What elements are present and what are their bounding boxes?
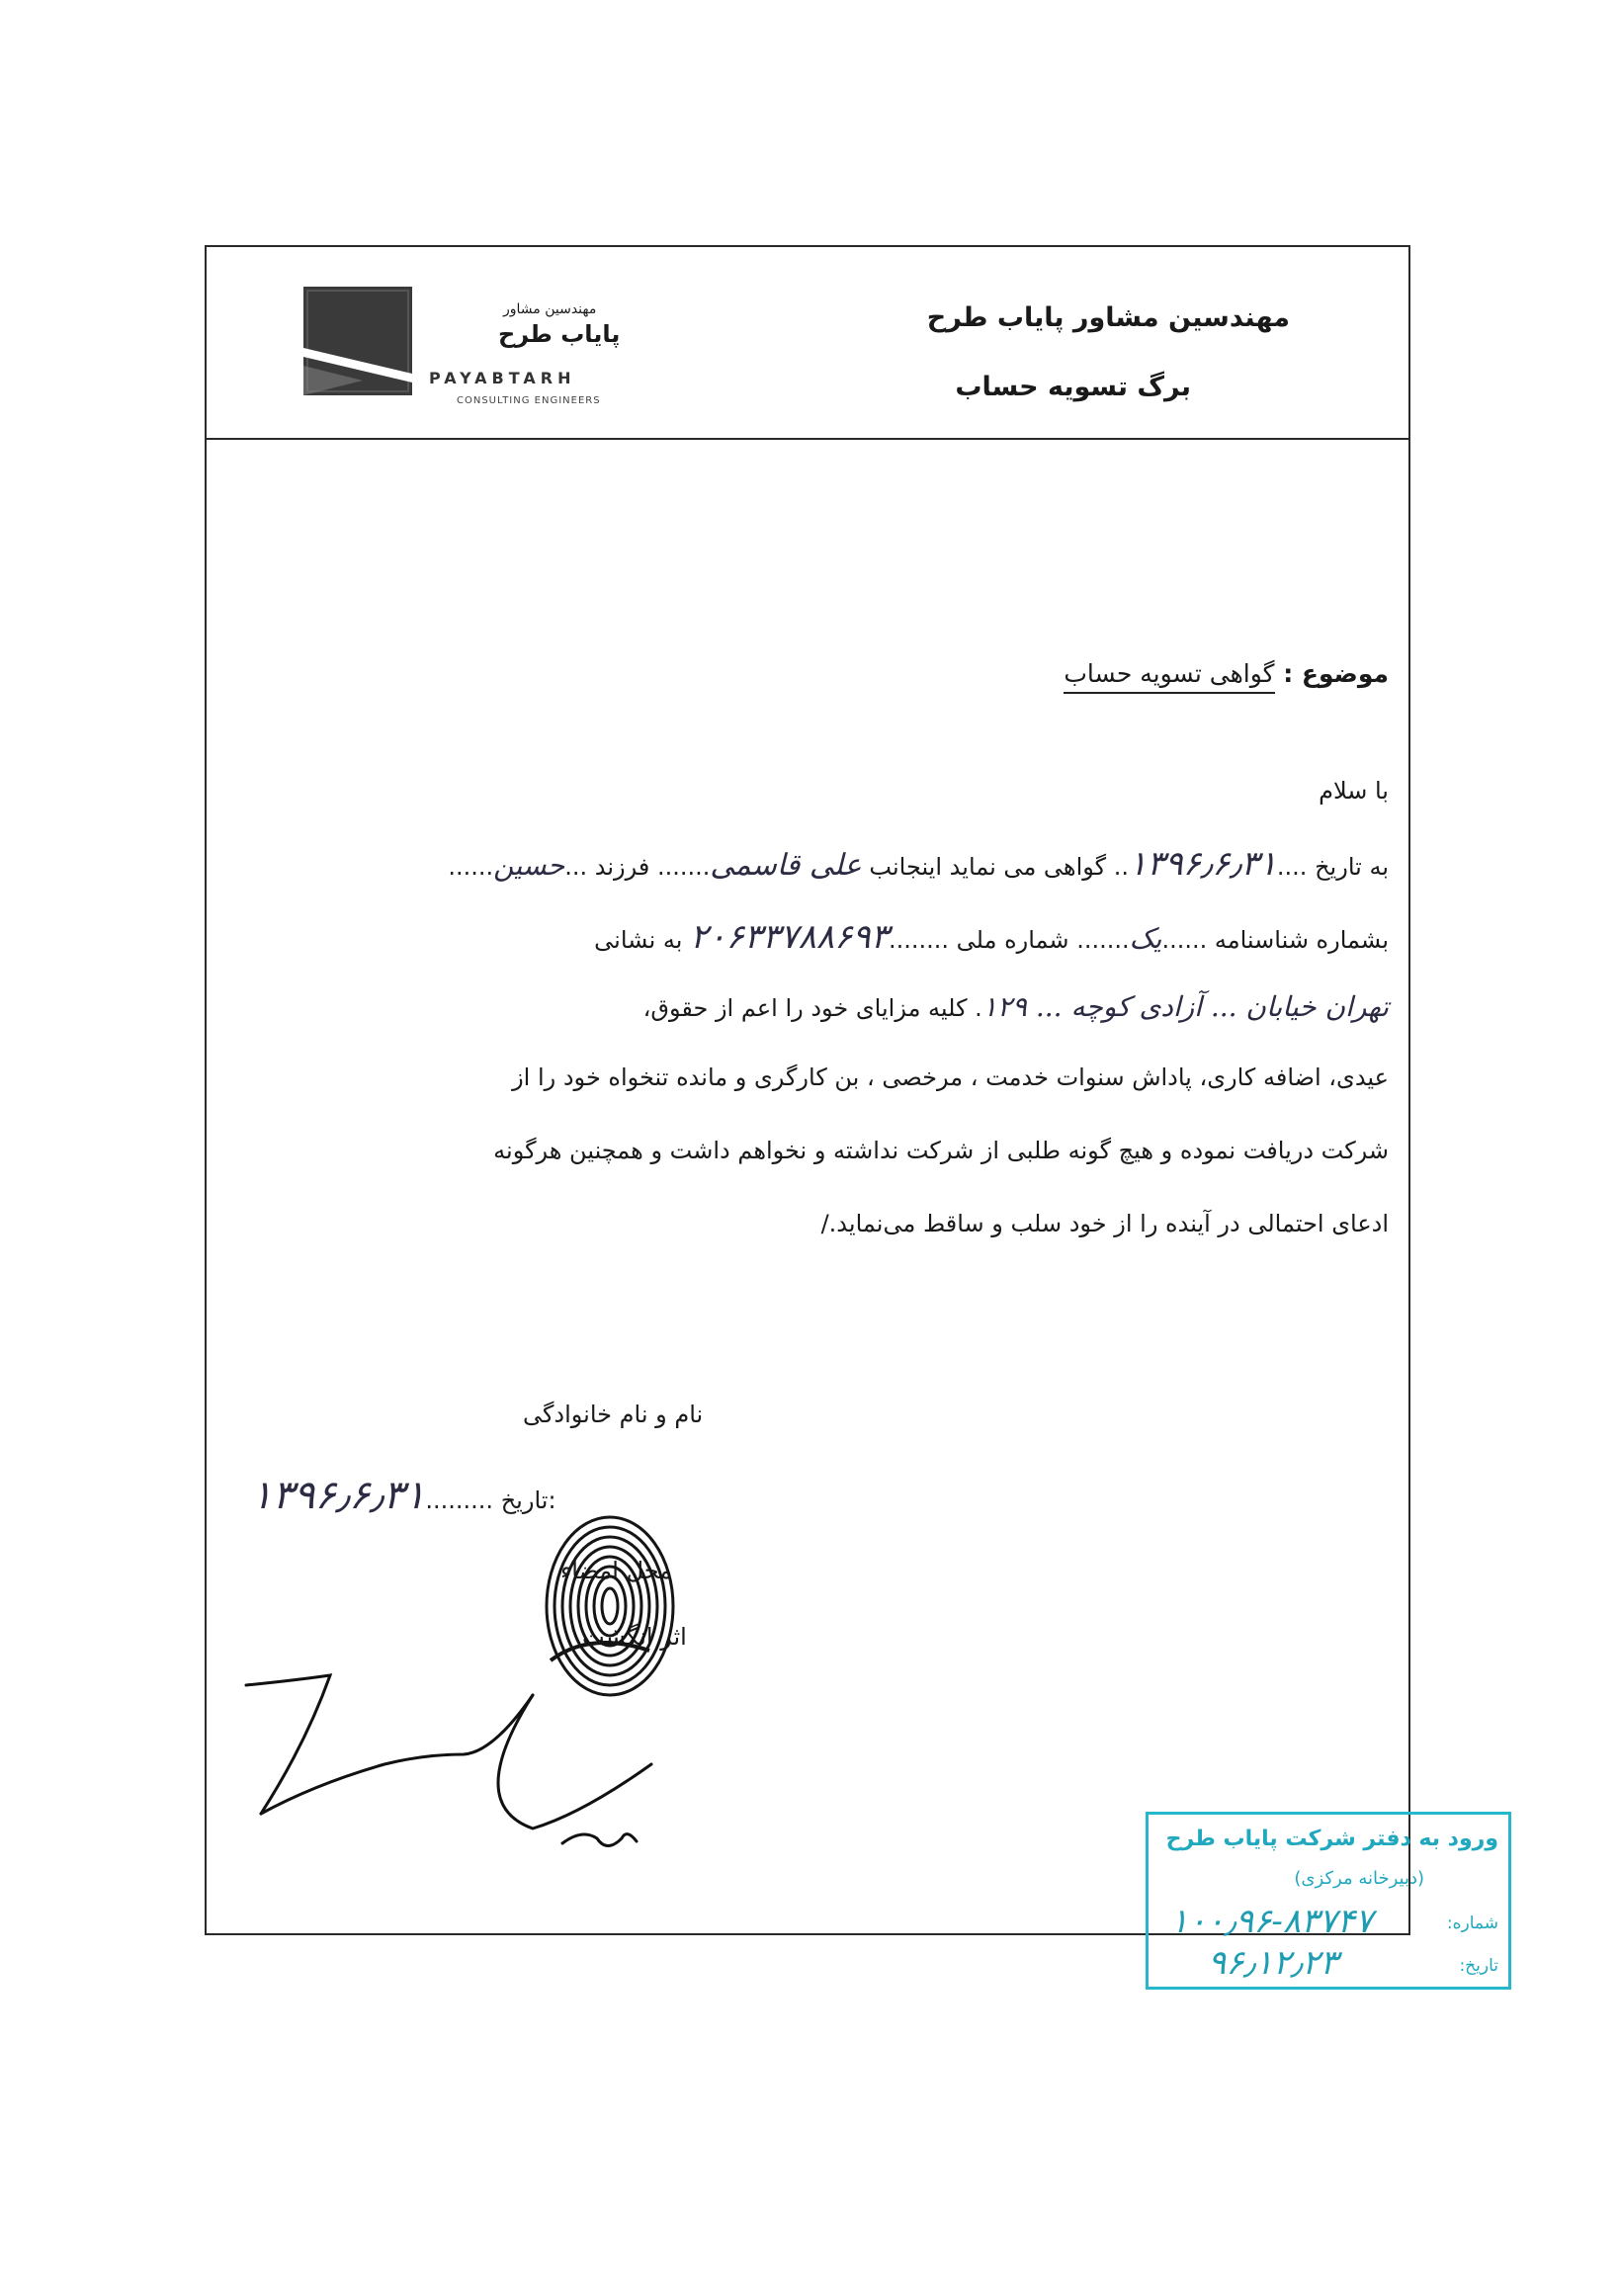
handwritten-father-name: حسین	[493, 849, 565, 882]
letter-line-4: عیدی، اضافه کاری، پاداش سنوات خدمت ، مرخصی ، بن کارگری و مانده تنخواه خود را از	[512, 1063, 1389, 1091]
form-title: برگ تسویه حساب	[955, 372, 1191, 402]
company-logo-icon	[303, 287, 412, 395]
subject-label: موضوع :	[1283, 659, 1389, 688]
handwritten-national-id: ۲۰۶۳۳۷۸۸۶۹۳	[690, 917, 889, 957]
logo-persian-name: پایاب طرح	[498, 320, 621, 348]
logo-english-name: PAYABTARH	[429, 369, 576, 387]
signature-date-label: تاریخ:	[500, 1487, 556, 1514]
letterhead	[207, 247, 1408, 440]
logo-persian-subtitle: مهندسین مشاور	[503, 301, 597, 317]
logo-english-subtitle: CONSULTING ENGINEERS	[457, 395, 601, 406]
subject-line	[1064, 659, 1389, 688]
stamp-number-label: شماره:	[1446, 1913, 1498, 1933]
company-title: مهندسین مشاور پایاب طرح	[926, 302, 1290, 333]
line1-text-b: گواهی می نماید اینجانب	[869, 853, 1107, 881]
signature-date-row: ۱۳۹۶٫۶٫۳۱......... تاریخ:	[251, 1473, 556, 1518]
signature-place-label: محل امضاء	[560, 1557, 673, 1584]
name-label: نام و نام خانوادگی	[523, 1401, 704, 1428]
stamp-date-value: ۹۶٫۱۲٫۲۳	[1208, 1943, 1338, 1983]
registry-stamp	[1146, 1812, 1511, 1990]
letter-line-1: به تاریخ ....۱۳۹۶٫۶٫۳۱.. گواهی می نماید اینجانب علی قاسمی....... فرزند ...حسین......	[448, 844, 1389, 884]
handwritten-address: تهران خیابان ... آزادی کوچه ... ۱۲۹	[981, 990, 1389, 1023]
handwritten-name: علی قاسمی	[710, 848, 862, 883]
signature-icon	[236, 1656, 711, 1883]
letter-line-5: شرکت دریافت نموده و هیچ گونه طلبی از شرکت نداشته و نخواهم داشت و همچنین هرگونه	[493, 1137, 1389, 1164]
line1-text-c: فرزند	[594, 853, 650, 881]
fingerprint-label: اثر انگشت	[582, 1623, 687, 1651]
letter-line-3: تهران خیابان ... آزادی کوچه ... ۱۲۹. کلیه مزایای خود را اعم از حقوق،	[642, 990, 1389, 1023]
greeting: با سلام	[1319, 777, 1389, 805]
stamp-office-line: (دبیرخانه مرکزی)	[1294, 1868, 1424, 1889]
document-frame	[205, 245, 1498, 1983]
line2-text-c: به نشانی	[594, 926, 683, 954]
handwritten-id-number: یک	[1129, 922, 1162, 955]
stamp-company-line: ورود به دفتر شرکت پایاب طرح	[1165, 1827, 1498, 1851]
handwritten-signature-date: ۱۳۹۶٫۶٫۳۱	[251, 1473, 426, 1518]
line1-text-a: به تاریخ	[1315, 853, 1389, 881]
subject-value: گواهی تسویه حساب	[1064, 659, 1274, 694]
letter-line-6: ادعای احتمالی در آینده را از خود سلب و ساقط می‌نماید./	[820, 1210, 1389, 1237]
stamp-number-value: ۱۰۰٫۹۶-۸۳۷۴۷	[1170, 1902, 1374, 1941]
stamp-date-label: تاریخ:	[1459, 1956, 1498, 1976]
handwritten-date: ۱۳۹۶٫۶٫۳۱	[1128, 844, 1277, 884]
line2-text-b: شماره ملی	[956, 926, 1069, 954]
letter-line-2: بشماره شناسنامه ......یک....... شماره ملی ........۲۰۶۳۳۷۸۸۶۹۳ به نشانی	[594, 917, 1389, 957]
line3-text: کلیه مزایای خود را اعم از حقوق،	[642, 994, 968, 1022]
line2-text-a: بشماره شناسنامه	[1214, 926, 1389, 954]
